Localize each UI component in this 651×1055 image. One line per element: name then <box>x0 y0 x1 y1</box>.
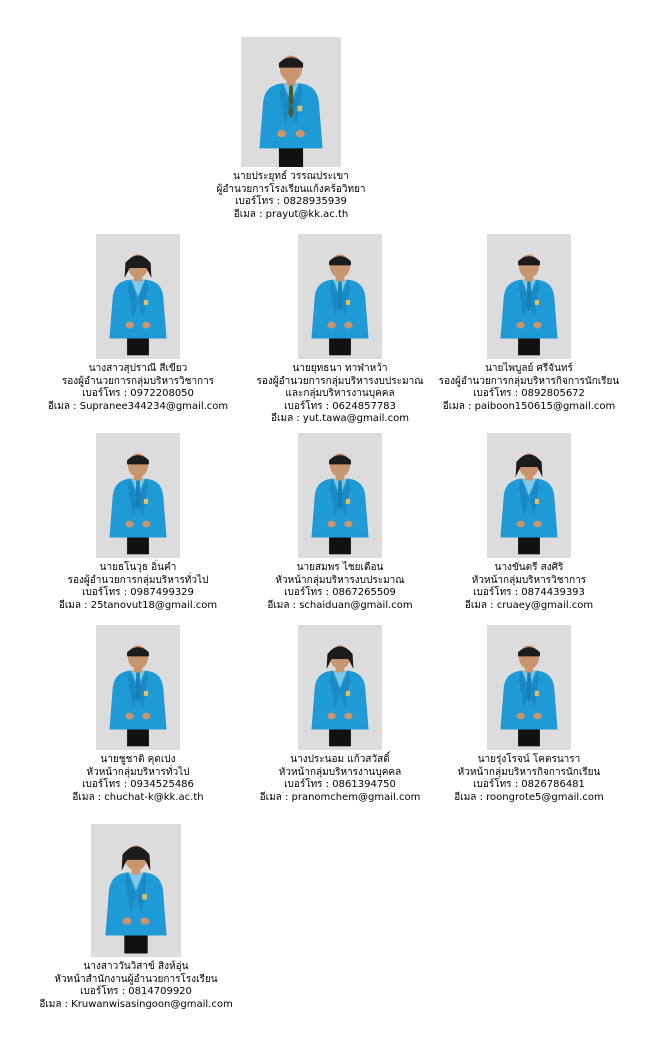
staff-photo <box>487 234 571 359</box>
staff-position: ผู้อำนวยการโรงเรียนแก้งคร้อวิทยา <box>216 183 366 195</box>
staff-position: รองผู้อำนวยการกลุ่มบริหารงบประมาณ <box>256 375 424 387</box>
staff-info <box>72 754 203 804</box>
staff-position: รองผู้อำนวยการกลุ่มบริหารทั่วไป <box>67 574 209 586</box>
staff-position: หัวหน้ากลุ่มบริหารทั่วไป <box>86 766 190 778</box>
staff-info <box>39 961 232 1011</box>
staff-photo <box>96 433 180 558</box>
staff-phone: เบอร์โทร : 0874439393 <box>473 587 585 598</box>
staff-name: นายไพบูลย์ ศรีจันทร์ <box>485 363 573 374</box>
portrait-figure <box>487 234 571 359</box>
staff-info <box>260 754 421 804</box>
staff-photo <box>298 433 382 558</box>
staff-photo <box>487 625 571 750</box>
staff-card <box>255 234 425 426</box>
staff-name: นางขันตรี สงศิริ <box>494 562 564 573</box>
staff-name: นายยุทธนา ทาฬาหว้า <box>292 363 388 374</box>
staff-phone: เบอร์โทร : 0828935939 <box>235 196 347 207</box>
staff-position: หัวหน้าสำนักงานผู้อำนวยการโรงเรียน <box>54 973 218 985</box>
staff-card-director <box>216 37 366 221</box>
staff-name: นายชูชาติ คุดเปง <box>100 754 176 765</box>
staff-card <box>255 433 425 612</box>
staff-info <box>216 171 365 221</box>
staff-position: หัวหน้ากลุ่มบริหารกิจการนักเรียน <box>457 766 601 778</box>
portrait-figure <box>298 625 382 750</box>
staff-name: นายสมพร ไชยเดือน <box>296 562 384 573</box>
staff-phone: เบอร์โทร : 0972208050 <box>82 388 194 399</box>
staff-card <box>444 625 614 804</box>
staff-card <box>53 433 223 612</box>
staff-position: รองผู้อำนวยการกลุ่มบริหารวิชาการ <box>61 375 215 387</box>
staff-phone: เบอร์โทร : 0814709920 <box>80 986 192 997</box>
staff-email: อีเมล : pranomchem@gmail.com <box>259 791 421 803</box>
staff-phone: เบอร์โทร : 0892805672 <box>473 388 585 399</box>
staff-card <box>444 433 614 612</box>
portrait-figure <box>487 433 571 558</box>
staff-card <box>255 625 425 804</box>
staff-info <box>257 363 424 426</box>
staff-email: อีเมล : roongrote5@gmail.com <box>454 791 604 803</box>
staff-email: อีเมล : Supranee344234@gmail.com <box>47 400 229 412</box>
staff-email: อีเมล : prayut@kk.ac.th <box>233 208 349 220</box>
staff-card <box>438 234 620 413</box>
staff-info <box>267 562 412 612</box>
staff-phone: เบอร์โทร : 0861394750 <box>284 779 396 790</box>
staff-name: นายธโนวุธ อิ่นคำ <box>99 562 177 573</box>
staff-photo <box>241 37 341 167</box>
staff-card <box>41 824 231 1011</box>
staff-email: อีเมล : Kruwanwisasingoon@gmail.com <box>39 998 233 1010</box>
staff-position: หัวหน้ากลุ่มบริหารงบประมาณ <box>275 574 405 586</box>
portrait-figure <box>487 625 571 750</box>
staff-card <box>53 625 223 804</box>
staff-name: นายประยุทธ์ วรรณประเขา <box>233 171 349 182</box>
staff-name: นายรุ่งโรจน์ โคตรนารา <box>477 754 581 765</box>
staff-phone: เบอร์โทร : 0826786481 <box>473 779 585 790</box>
staff-card <box>47 234 229 413</box>
staff-email: อีเมล : paiboon150615@gmail.com <box>442 400 616 412</box>
staff-name: นางสาวสุปราณี สีเขียว <box>88 363 188 374</box>
staff-name: นางประนอม แก้วสวัสดิ์ <box>290 754 390 765</box>
portrait-figure <box>96 234 180 359</box>
staff-phone: เบอร์โทร : 0987499329 <box>82 587 194 598</box>
staff-photo <box>298 234 382 359</box>
staff-photo <box>487 433 571 558</box>
portrait-figure <box>241 37 341 167</box>
portrait-figure <box>298 234 382 359</box>
portrait-figure <box>96 625 180 750</box>
staff-info <box>454 754 603 804</box>
staff-phone: เบอร์โทร : 0934525486 <box>82 779 194 790</box>
staff-info <box>439 363 620 413</box>
staff-photo <box>96 625 180 750</box>
staff-position: รองผู้อำนวยการกลุ่มบริหารกิจการนักเรียน <box>438 375 620 387</box>
staff-info <box>465 562 593 612</box>
portrait-figure <box>91 824 181 957</box>
staff-email: อีเมล : chuchat-k@kk.ac.th <box>72 791 204 803</box>
staff-photo <box>298 625 382 750</box>
staff-email: อีเมล : yut.tawa@gmail.com <box>271 413 409 424</box>
staff-photo <box>91 824 181 957</box>
staff-email: อีเมล : 25tanovut18@gmail.com <box>58 599 218 611</box>
staff-email: อีเมล : cruaey@gmail.com <box>464 599 594 611</box>
staff-photo <box>96 234 180 359</box>
portrait-figure <box>298 433 382 558</box>
staff-name: นางสาววันวิสาข์ สิงห์อุ่น <box>83 961 189 972</box>
staff-position-line2: และกลุ่มบริหารงานบุคคล <box>285 388 395 399</box>
staff-info <box>48 363 228 413</box>
staff-phone: เบอร์โทร : 0867265509 <box>284 587 396 598</box>
staff-position: หัวหน้ากลุ่มบริหารวิชาการ <box>471 574 587 586</box>
staff-email: อีเมล : schaiduan@gmail.com <box>267 599 413 611</box>
portrait-figure <box>96 433 180 558</box>
staff-info <box>59 562 217 612</box>
staff-phone: เบอร์โทร : 0624857783 <box>284 400 396 412</box>
staff-position: หัวหน้ากลุ่มบริหารงานบุคคล <box>278 766 402 778</box>
